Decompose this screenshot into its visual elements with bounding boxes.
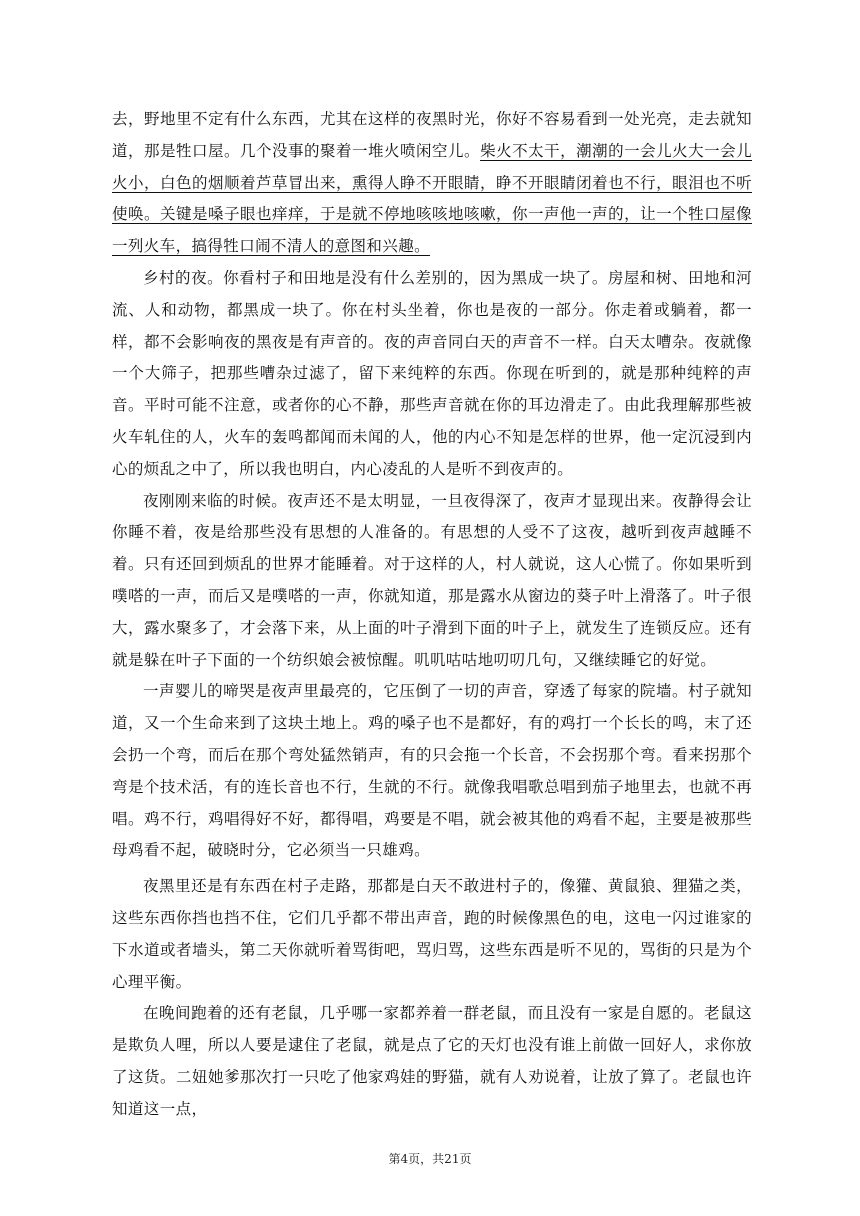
page-number: 第4页，共21页 [388, 1152, 472, 1166]
document-body [112, 104, 752, 1126]
paragraph-1-text: 去，野地里不定有什么东西，尤其在这样的夜黑时光，你好不容易看到一处光亮，走去就知道，那是牲口屋。几个没事的聚着一堆火喷闲空儿。 [112, 110, 752, 160]
paragraph-4: 一声婴儿的啼哭是夜声里最亮的，它压倒了一切的声音，穿透了每家的院墙。村子就知道，又一个生命来到了这块土地上。鸡的嗓子也不是都好，有的鸡打一个长长的鸣，末了还会扔一个弯，而后在那个弯处猛然销声，有的只会拖一个长音，不会拐那个弯。看来拐那个弯是个技术活，有的连长音也不行，生就的不行。就像我唱歌总唱到茄子地里去，也就不再唱。鸡不行，鸡唱得好不好，都得唱，鸡要是不唱，就会被其他的鸡看不起，主要是被那些母鸡看不起，破晓时分，它必须当一只雄鸡。 [112, 682, 752, 860]
paragraph-5: 夜黑里还是有东西在村子走路，那都是白天不敢进村子的，像獾、黄鼠狼、狸猫之类，这些东西你挡也挡不住，它们几乎都不带出声音，跑的时候像黑色的电，这电一闪过谁家的下水道或者墙头，第二天你就听着骂街吧，骂归骂，这些东西是听不见的，骂街的只是为个心理平衡。 [112, 877, 752, 991]
underlined-passage: 柴火不太干，潮潮的一会儿火大一会儿火小，白色的烟顺着芦草冒出来，熏得人睁不开眼睛，睁不开眼睛闭着也不行，眼泪也不听使唤。关键是嗓子眼也痒痒，于是就不停地咳咳地咳嗽，你一声他一声的，让一个牲口屋像一列火车，搞得牲口闹不清人的意图和兴趣。 [112, 141, 752, 256]
paragraph-3: 夜刚刚来临的时候。夜声还不是太明显，一旦夜得深了，夜声才显现出来。夜静得会让你睡不着，夜是给那些没有思想的人准备的。有思想的人受不了这夜，越听到夜声越睡不着。只有还回到烦乱的世界才能睡着。对于这样的人，村人就说，这人心慌了。你如果听到噗嗒的一声，而后又是噗嗒的一声，你就知道，那是露水从窗边的葵子叶上滑落了。叶子很大，露水聚多了，才会落下来，从上面的叶子滑到下面的叶子上，就发生了连锁反应。还有就是躲在叶子下面的一个纺织娘会被惊醒。叽叽咕咕地叨叨几句，又继续睡它的好觉。 [112, 491, 752, 669]
paragraph-1 [112, 104, 752, 263]
paragraph-6: 在晚间跑着的还有老鼠，几乎哪一家都养着一群老鼠，而且没有一家是自愿的。老鼠这是欺负人哩，所以人要是逮住了老鼠，就是点了它的天灯也没有谁上前做一回好人，求你放了这货。二妞她爹那次打一只吃了他家鸡娃的野猫，就有人劝说着，让放了算了。老鼠也许知道这一点， [112, 1004, 752, 1118]
paragraph-2: 乡村的夜。你看村子和田地是没有什么差别的，因为黑成一块了。房屋和树、田地和河流、人和动物，都黑成一块了。你在村头坐着，你也是夜的一部分。你走着或躺着，都一样，都不会影响夜的黑夜是有声音的。夜的声音同白天的声音不一样。白天太嘈杂。夜就像一个大筛子，把那些嘈杂过滤了，留下来纯粹的东西。你现在听到的，就是那种纯粹的声音。平时可能不注意，或者你的心不静，那些声音就在你的耳边滑走了。由此我理解那些被火车轧住的人，火车的轰鸣都闻而未闻的人，他的内心不知是怎样的世界，他一定沉浸到内心的烦乱之中了，所以我也明白，内心凌乱的人是听不到夜声的。 [112, 268, 752, 478]
